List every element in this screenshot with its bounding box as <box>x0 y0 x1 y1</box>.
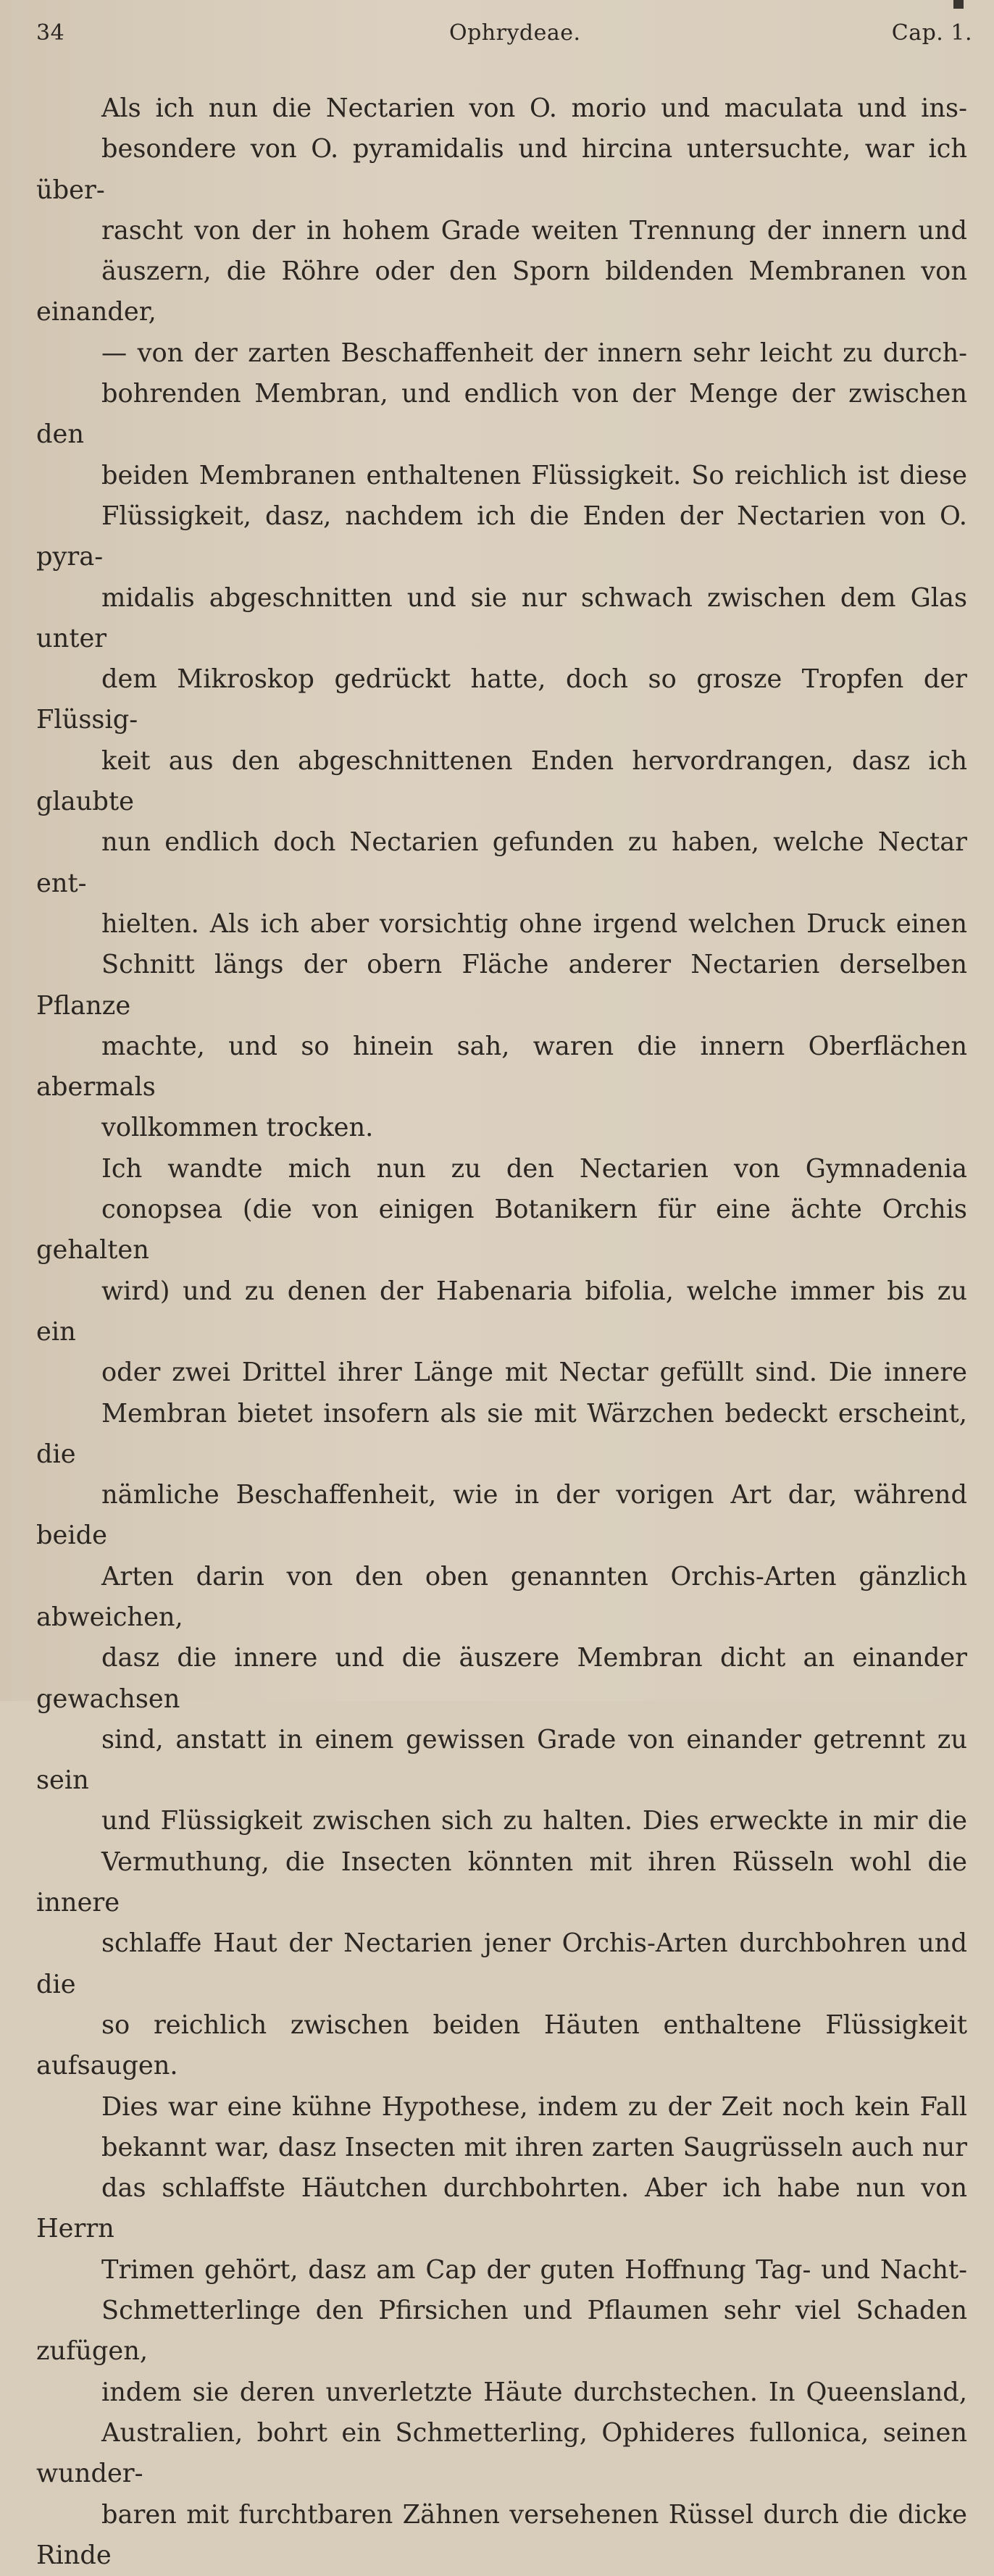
text-line: Schmetterlinge den Pfirsichen und Pflaumen sehr viel Schaden zufügen, <box>36 2296 967 2367</box>
body-text <box>36 88 967 2576</box>
text-line: sind, anstatt in einem gewissen Grade von einander getrennt zu sein <box>36 1724 967 1796</box>
text-line: bohrenden Membran, und endlich von der Menge der zwischen den <box>36 379 967 450</box>
text-line: Australien, bohrt ein Schmetterling, Ophideres fullonica, seinen wunder- <box>36 2417 967 2489</box>
text-line: dasz die innere und die äuszere Membran dicht an einander gewachsen <box>36 1643 967 1714</box>
section-title: Ophrydeae. <box>449 20 581 46</box>
text-line: wird) und zu denen der Habenaria bifolia, welche immer bis zu ein <box>36 1276 967 1347</box>
text-line: Trimen gehört, dasz am Cap der guten Hoffnung Tag- und Nacht- <box>101 2254 967 2285</box>
chapter-label: Cap. 1. <box>891 20 972 46</box>
text-line: besondere von O. pyramidalis und hircina untersuchte, war ich über- <box>36 134 967 205</box>
text-line: Membran bietet insofern als sie mit Wärzchen bedeckt erscheint, die <box>36 1398 967 1469</box>
text-line: nämliche Beschaffenheit, wie in der vorigen Art dar, während beide <box>36 1480 967 1551</box>
text-line: nun endlich doch Nectarien gefunden zu haben, welche Nectar ent- <box>36 827 967 898</box>
text-line: Ich wandte mich nun zu den Nectarien von Gymnadenia <box>101 1153 967 1184</box>
text-line: machte, und so hinein sah, waren die innern Oberflächen abermals <box>36 1031 967 1103</box>
text-line: Schnitt längs der obern Fläche anderer Nectarien derselben Pflanze <box>36 950 967 1021</box>
text-line: bekannt war, dasz Insecten mit ihren zarten Saugrüsseln auch nur <box>101 2132 967 2162</box>
paragraph <box>36 1149 967 2576</box>
text-line: keit aus den abgeschnittenen Enden hervordrangen, dasz ich glaubte <box>36 745 967 817</box>
text-line: so reichlich zwischen beiden Häuten enthaltene Flüssigkeit aufsaugen. <box>36 2010 967 2081</box>
page-number: 34 <box>36 20 65 46</box>
print-mark <box>953 0 964 9</box>
text-line: beiden Membranen enthaltenen Flüssigkeit. So reichlich ist diese <box>101 460 967 490</box>
paragraph <box>36 88 967 1149</box>
text-line: vollkommen trocken. <box>101 1113 374 1143</box>
text-line: dem Mikroskop gedrückt hatte, doch so grosze Tropfen der Flüssig- <box>36 664 967 735</box>
text-line: schlaffe Haut der Nectarien jener Orchis-Arten durchbohren und die <box>36 1928 967 1999</box>
text-line: Arten darin von den oben genannten Orchis-Arten gänzlich abweichen, <box>36 1561 967 1632</box>
text-line: hielten. Als ich aber vorsichtig ohne irgend welchen Druck einen <box>101 908 967 939</box>
text-line: — von der zarten Beschaffenheit der innern sehr leicht zu durch- <box>101 338 967 368</box>
text-line: Flüssigkeit, dasz, nachdem ich die Enden der Nectarien von O. pyra- <box>36 501 967 572</box>
running-head <box>36 20 972 57</box>
text-line: und Flüssigkeit zwischen sich zu halten. Dies erweckte in mir die <box>101 1806 967 1836</box>
text-line: midalis abgeschnitten und sie nur schwach zwischen dem Glas unter <box>36 582 967 653</box>
text-line: Dies war eine kühne Hypothese, indem zu der Zeit noch kein Fall <box>101 2091 967 2122</box>
text-line: conopsea (die von einigen Botanikern für eine ächte Orchis gehalten <box>36 1195 967 1266</box>
text-line: indem sie deren unverletzte Häute durchstechen. In Queensland, <box>101 2377 967 2407</box>
text-line: oder zwei Drittel ihrer Länge mit Nectar gefüllt sind. Die innere <box>101 1358 967 1388</box>
text-line: das schlaffste Häutchen durchbohrten. Aber ich habe nun von Herrn <box>36 2173 967 2244</box>
text-line: Als ich nun die Nectarien von O. morio und maculata und ins- <box>101 93 967 123</box>
text-line: baren mit furchtbaren Zähnen versehenen Rüssel durch die dicke Rinde <box>36 2499 967 2570</box>
text-line: Vermuthung, die Insecten könnten mit ihren Rüsseln wohl die innere <box>36 1847 967 1918</box>
text-line: rascht von der in hohem Grade weiten Trennung der innern und <box>101 215 967 246</box>
text-line: äuszern, die Röhre oder den Sporn bildenden Membranen von einander, <box>36 256 967 327</box>
